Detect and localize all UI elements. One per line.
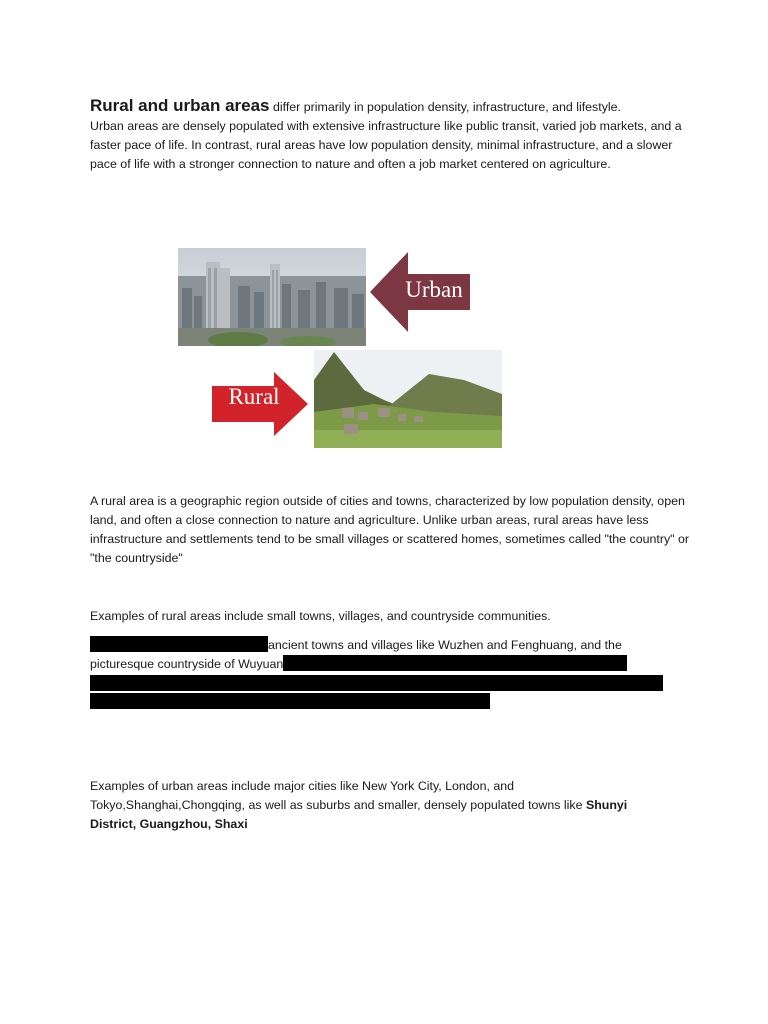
urban-examples-text: Examples of urban areas include major cities like New York City, London, and Tokyo,Shanghai,Chongqing, as well as suburbs and smaller, densely populated towns like — [90, 779, 586, 812]
definition-paragraph: A rural area is a geographic region outside of cities and towns, characterized by low population density, open land, and often a close connection to nature and agriculture. Unlike urban areas, rural areas have less infrastructure and settlements tend to be small villages or scattered homes, sometimes called "the country" or "the countryside" — [90, 494, 690, 565]
intro-heading: Rural and urban areas — [90, 96, 270, 115]
rural-label: Rural — [228, 384, 280, 409]
redaction-block — [90, 636, 268, 652]
urban-examples-bold: Shunyi District, Guangzhou, Shaxi — [90, 798, 628, 831]
redaction-block — [283, 655, 627, 671]
intro-paragraph — [90, 96, 690, 174]
countryside-photo — [314, 350, 502, 448]
urban-rural-figure — [178, 248, 508, 450]
intro-body: Urban areas are densely populated with extensive infrastructure like public transit, varied job markets, and a faster pace of life. In contrast, rural areas have low population density, minimal infrastructure, and a slower pace of life with a stronger connection to nature and often a job market centered on agriculture. — [90, 119, 682, 171]
redacted-paragraph — [90, 636, 680, 674]
redaction-block — [90, 675, 663, 691]
redacted-para-part1: ancient towns and villages like Wuzhen and Fenghuang, and the — [268, 638, 622, 652]
redacted-para-part2: picturesque countryside of Wuyuan — [90, 657, 284, 671]
urban-label: Urban — [405, 277, 463, 302]
intro-lead: differ primarily in population density, infrastructure, and lifestyle. — [269, 100, 621, 114]
urban-examples-paragraph — [90, 777, 650, 834]
city-photo — [178, 248, 366, 346]
redaction-block — [90, 693, 490, 709]
rural-examples-paragraph: Examples of rural areas include small towns, villages, and countryside communities. — [90, 609, 551, 623]
